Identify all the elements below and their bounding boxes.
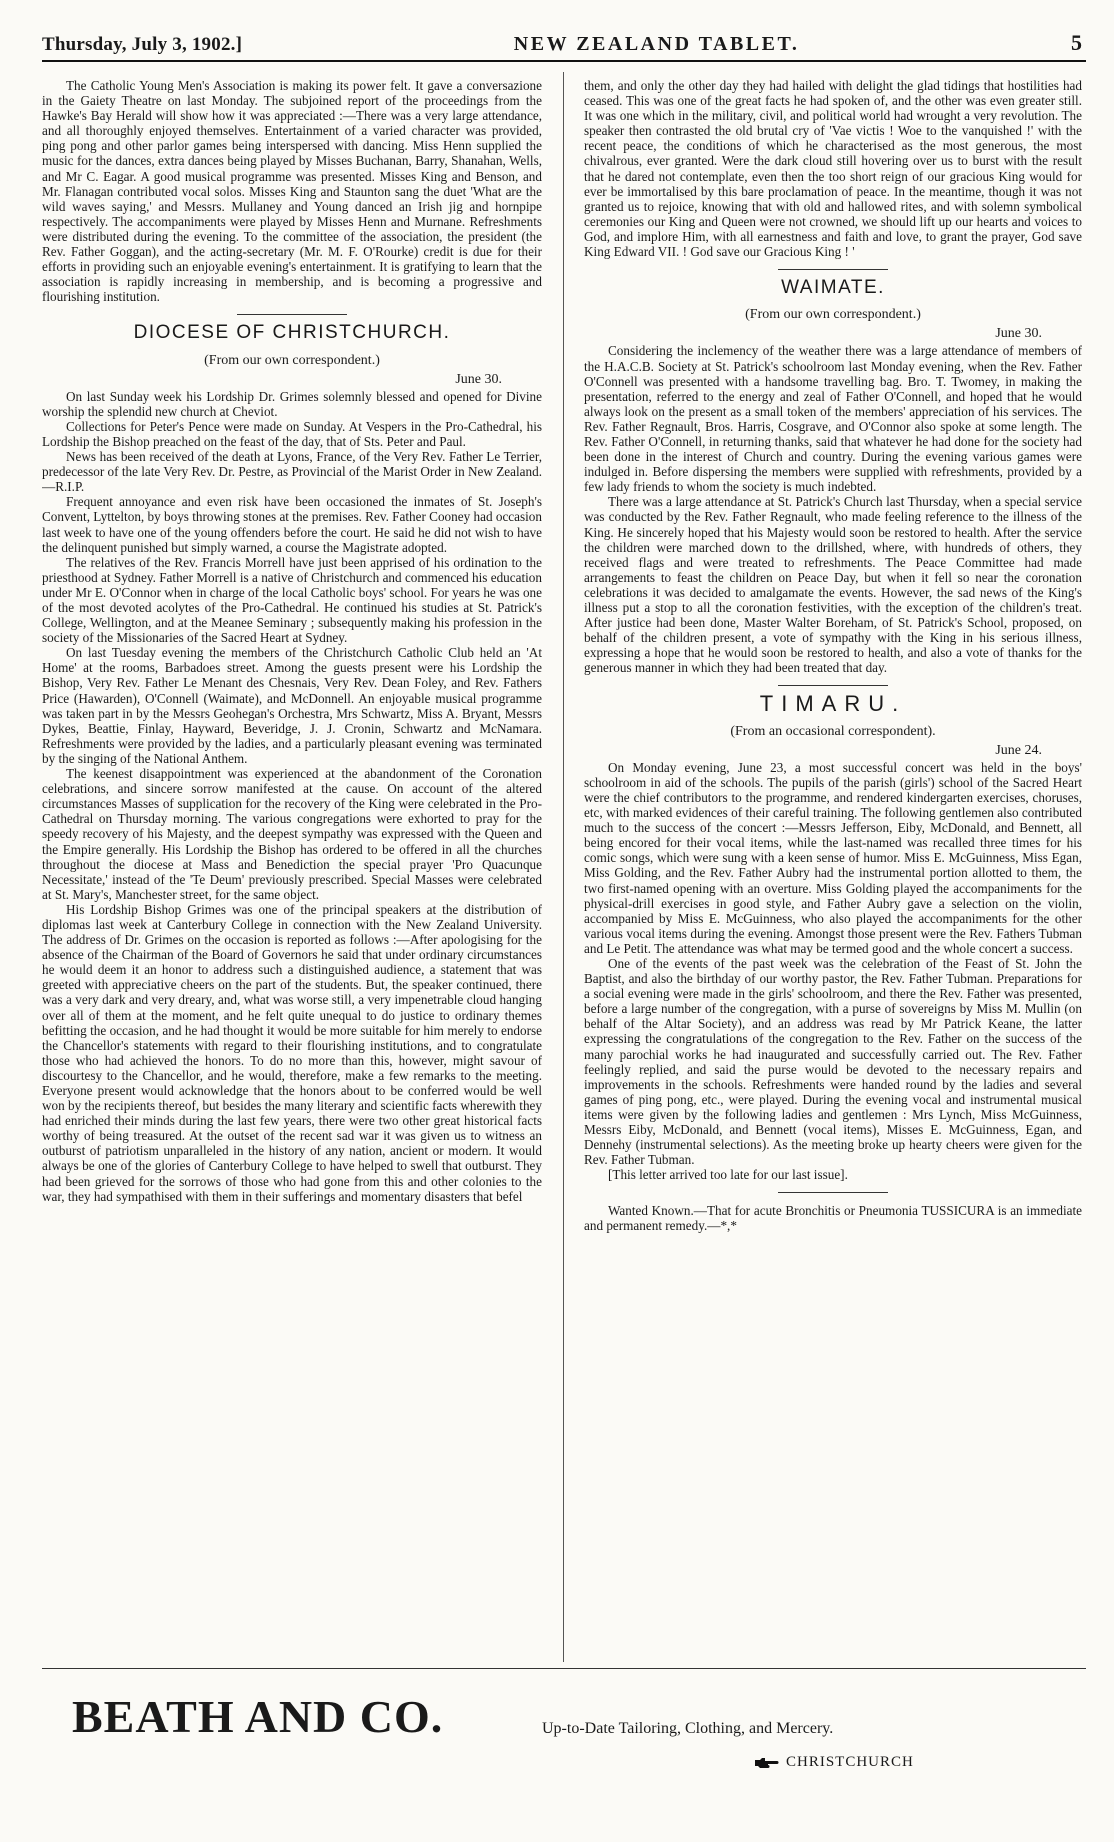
article-paragraph: On Monday evening, June 23, a most successful concert was held in the boys' schoolroom in aid of the schools. The pupils of the parish (girls') school of the Sacred Heart were the chief contributors to the programme, and rendered kindergarten exercises, choruses, etc, with marked evidences of their careful training. The following gentlemen also contributed much to the success of the concert :—Messrs Jefferson, Eiby, McDonald, and Bennett, all being encored for their vocal items, while the last-named was recalled three times for his comic songs, which were sung with a keen sense of humor. Miss E. McGuinness, Miss Egan, Miss Golding, and the Rev. Father Aubry had the instrumental portion allotted to them, the two first-named opening with an overture. Miss Golding played the accompaniments for the physical-drill exercises in good style, and Father Aubry gave a selection on the violin, accompanied by Miss E. McGuinness, who also played the accompaniments for the other various vocal items during the evening. Amongst those present were the Rev. Fathers Tubman and Le Petit. The attendance was what may be termed good and the whole concert a success. xyxy=(584,759,1082,956)
column-rule xyxy=(563,72,564,1662)
advert-city xyxy=(754,1754,914,1771)
advert-tagline: Up-to-Date Tailoring, Clothing, and Mercery. xyxy=(542,1720,834,1737)
dateline: June 24. xyxy=(995,742,1042,758)
cyma-article: The Catholic Young Men's Association is making its power felt. It gave a conversazione in the Gaiety Theatre on last Monday. The subjoined report of the proceedings from the Hawke's Bay Herald will show how it was appreciated :—There was a very large attendance, and all thoroughly enjoyed themselves. Entertainment of a varied character was provided, ping pong and other parlor games being interspersed with dancing. Miss Henn supplied the music for the dances, extra dances being played by Misses Buchanan, Barry, Shanahan, Wells, and Mr C. Eagar. A good musical programme was presented. Misses King and Benson, and Mr. Flanagan contributed vocal solos. Misses King and Staunton sang the duet 'What are the wild waves saying,' and Messrs. Mullaney and Young danced an Irish jig and hornpipe respectively. The accompaniments were played by Misses Henn and Murnane. Refreshments were distributed during the evening. To the committee of the association, the president (the Rev. Father Goggan), and the acting-secretary (Mr. M. F. O'Rourke) credit is due for their efforts in providing such an enjoyable evening's entertainment. It is gratifying to learn that the association is rapidly increasing in membership, and is becoming a progressive and flourishing institution. xyxy=(42,78,542,305)
byline: (From our own correspondent.) xyxy=(204,352,380,368)
issue-date: Thursday, July 3, 1902.] xyxy=(42,34,243,55)
tussicura-notice: Wanted Known.—That for acute Bronchitis or Pneumonia TUSSICURA is an immediate and permanent remedy.—*,* xyxy=(584,1203,1082,1234)
section-heading-waimate: WAIMATE. xyxy=(781,277,885,299)
section-divider xyxy=(778,269,888,270)
article-paragraph: Collections for Peter's Pence were made on Sunday. At Vespers in the Pro-Cathedral, his Lordship the Bishop preached on the feast of the day, that of Sts. Peter and Paul. xyxy=(42,418,542,449)
section-divider xyxy=(778,685,888,686)
article-paragraph: News has been received of the death at Lyons, France, of the Very Rev. Father Le Terrier, predecessor of the late Very Rev. Dr. Pestre, as Provincial of the Marist Order in New Zealand.—R.I.P. xyxy=(42,449,542,495)
article-paragraph: His Lordship Bishop Grimes was one of the principal speakers at the distribution of diplomas last week at Canterbury College in connection with the New Zealand University. The address of Dr. Grimes on the occasion is reported as follows :—After apologising for the absence of the Chairman of the Board of Governors he said that under ordinary circumstances he would deem it an honor to address such a distinguished audience, a statement that was greeted with appreciative cheers on the part of the students. But, the speaker continued, there was a very dark and very dreary, and, what was worse still, a very impenetrable cloud hanging over all of them at the moment, and he felt quite unequal to do justice to ordinary themes befitting the occasion, and he had thought it would be more suitable for him merely to endorse the Chancellor's statements with regard to their flourishing institutions, and to congratulate those who had achieved the honors. To do no more than this, however, might savour of discourtesy to the Chancellor, and he would, therefore, make a few remarks to the meeting. Everyone present would acknowledge that the honors about to be conferred would be well won by the recipients thereof, but besides the many literary and scientific facts wherewith they had enriched their minds during the last few years, there were two other great historical facts worthy of being treasured. At the outset of the recent sad war it was given us to witness an outburst of patriotism unparalleled in the history of any nation, ancient or modern. It would always be one of the glories of Canterbury College to have helped to swell that outburst. They had been grieved for the sorrows of those who had gone from this and other colonies to the war, they had sympathised with them in their sufferings and momentary disasters that befel xyxy=(42,901,542,1204)
section-divider xyxy=(778,1192,888,1193)
publication-title: NEW ZEALAND TABLET. xyxy=(513,33,800,55)
page-number: 5 xyxy=(1070,30,1082,55)
article-paragraph: The relatives of the Rev. Francis Morrell have just been apprised of his ordination to the priesthood at Sydney. Father Morrell is a native of Christchurch and commenced his education under Mr E. O'Connor when in charge of the local Catholic boys' school. For years he was one of the most devoted acolytes of the Pro-Cathedral. He continued his studies at St. Patrick's College, Wellington, and at the Meanee Seminary ; subsequently making his profession in the society of the Missionaries of the Sacred Heart at Sydney. xyxy=(42,554,542,646)
editor-note: [This letter arrived too late for our last issue]. xyxy=(608,1167,848,1183)
section-heading-christchurch: DIOCESE OF CHRISTCHURCH. xyxy=(133,322,451,344)
article-paragraph: There was a large attendance at St. Patrick's Church last Thursday, when a special service was conducted by the Rev. Father Regnault, who made feeling reference to the illness of the King. He sincerely hoped that his Majesty would soon be restored to health. After the service the children were marched down to the drillshed, where, with hundreds of others, they received flags and were treated to refreshments. The Peace Committee had made arrangements to feast the children on Peace Day, but when it fell so near the coronation celebrations it was decided to amalgamate the events. However, the sad news of the King's illness put a stop to all the coronation festivities, with the exception of the children's treat. After justice had been done, Master Walter Boreham, of St. Patrick's School, proposed, on behalf of the children present, a vote of sympathy with the King in his serious illness, expressing a hope that he would soon be restored to health, and also a vote of thanks for the generous manner in which they had been treated that day. xyxy=(584,494,1082,676)
pointing-hand-icon xyxy=(754,1756,780,1770)
article-paragraph: One of the events of the past week was the celebration of the Feast of St. John the Baptist, and also the birthday of our worthy pastor, the Rev. Father Tubman. Preparations for a social evening were made in the girls' schoolroom, and there the Rev. Father was presented, before a large number of the congregation, with a purse of sovereigns by Miss M. Mullin (on behalf of the Altar Society), and an address was read by Mr Patrick Keane, the latter expressing the congratulations of the congregation to the Rev. Father on the success of the many parochial works he had inaugurated and successfully carried out. The Rev. Father feelingly replied, and said the purse would be devoted to the necessary repairs and improvements in the schools. Refreshments were handed round by the ladies and several games of ping pong, etc., were played. During the evening vocal and instrumental musical items were given by the following ladies and gentlemen : Mrs Lynch, Miss McGuinness, Messrs Eiby, McDonald, and Bennett (vocal items), Misses E. McGuinness, Egan, and Dennehy (instrumental selections). As the meeting broke up hearty cheers were given for the Rev. Father Tubman. xyxy=(584,955,1082,1168)
right-column xyxy=(584,78,1082,1668)
advertisement xyxy=(42,1684,1086,1794)
advert-rule xyxy=(42,1668,1086,1669)
advert-city-name: CHRISTCHURCH xyxy=(786,1754,914,1770)
dateline: June 30. xyxy=(995,326,1042,342)
article-paragraph: Frequent annoyance and even risk have been occasioned the inmates of St. Joseph's Convent, Lyttelton, by boys throwing stones at the premises. Rev. Father Cooney had occasion last week to have one of the young offenders before the court. He said he did not wish to have the delinquent punished but simply warned, a course the Magistrate adopted. xyxy=(42,494,542,555)
byline: (From our own correspondent.) xyxy=(745,307,921,323)
article-paragraph: The keenest disappointment was experienced at the abandonment of the Coronation celebrations, and sincere sorrow manifested at the cause. On account of the altered circumstances Masses of supplication for the recovery of the King were celebrated in the Pro-Cathedral on Thursday morning. The various congregations were exhorted to pray for the speedy recovery of his Majesty, and the deepest sympathy was expressed with the Queen and the Empire generally. His Lordship the Bishop has ordered to be offered in all the churches throughout the diocese at Mass and Benediction the special prayer 'Pro Quacunque Necessitate,' instead of the 'Te Deum' previously prescribed. Special Masses were celebrated at St. Mary's, Manchester street, for the same object. xyxy=(42,766,542,902)
byline: (From an occasional correspondent). xyxy=(730,723,936,739)
article-paragraph: Considering the inclemency of the weather there was a large attendance of members of the H.A.C.B. Society at St. Patrick's schoolroom last Monday evening, when the Rev. Father O'Connell was presented with a handsome travelling bag. Bro. T. Twomey, in making the presentation, referred to the energy and zeal of Father O'Connell, and hoped that he would always look on the present as a small token of the members' appreciation of his services. The Rev. Father Regnault, Bros. Harris, Cosgrave, and O'Connor also spoke at some length. The Rev. Father O'Connell, in returning thanks, said that whatever he had done for the society had been done in the interest of Church and country. During the evening various games were indulged in. Before dispersing the members were supplied with refreshments, provided by a few lady friends to whom the society is much indebted. xyxy=(584,343,1082,495)
masthead xyxy=(42,26,1086,62)
section-heading-timaru: TIMARU. xyxy=(759,691,907,717)
advert-brand: BEATH AND CO. xyxy=(72,1691,444,1742)
article-paragraph: On last Tuesday evening the members of the Christchurch Catholic Club held an 'At Home' at the rooms, Barbadoes street. Among the guests present were his Lordship the Bishop, Very Rev. Father Le Menant des Chesnais, Very Rev. Dean Foley, and Rev. Fathers Price (Hawarden), O'Connell (Waimate), and McDonnell. An enjoyable musical programme was taken part in by the Messrs Geohegan's Orchestra, Mrs Schwartz, Miss A. Bryant, Messrs Dykes, Beattie, Finlay, Hayward, Beveridge, J. J. Cronin, Schwartz and McNamara. Refreshments were provided by the ladies, and a particularly pleasant evening was terminated by the singing of the National Anthem. xyxy=(42,645,542,766)
continued-paragraph: them, and only the other day they had hailed with delight the glad tidings that hostilities had ceased. This was one of the great facts he had spoken of, and the other was even greater still. It was one which in the military, civil, and political world had wrought a very revolution. The speaker then contrasted the old brutal cry of 'Vae victis ! Woe to the vanquished !' with the recent peace, the conditions of which he characterised as the most generous, the most chivalrous, ever granted. Were the dark cloud still hovering over us to burst with the result that he dared not contemplate, even then the too short reign of our gracious King would for ever be immortalised by this bare proclamation of peace. In the meantime, though it was not granted us to rejoice, knowing that with old and hallowed rites, and with solemn symbolical ceremonies our King and Queen were not crowned, we should lift up our hearts and voices to God, and implore Him, with all earnestness and faith and love, to grant the prayer, God save King Edward VII. ! God save our Gracious King ! ' xyxy=(584,78,1082,260)
section-divider xyxy=(237,314,347,315)
left-column xyxy=(42,78,542,1668)
article-paragraph: On last Sunday week his Lordship Dr. Grimes solemnly blessed and opened for Divine worship the splendid new church at Cheviot. xyxy=(42,388,542,419)
dateline: June 30. xyxy=(455,371,502,387)
